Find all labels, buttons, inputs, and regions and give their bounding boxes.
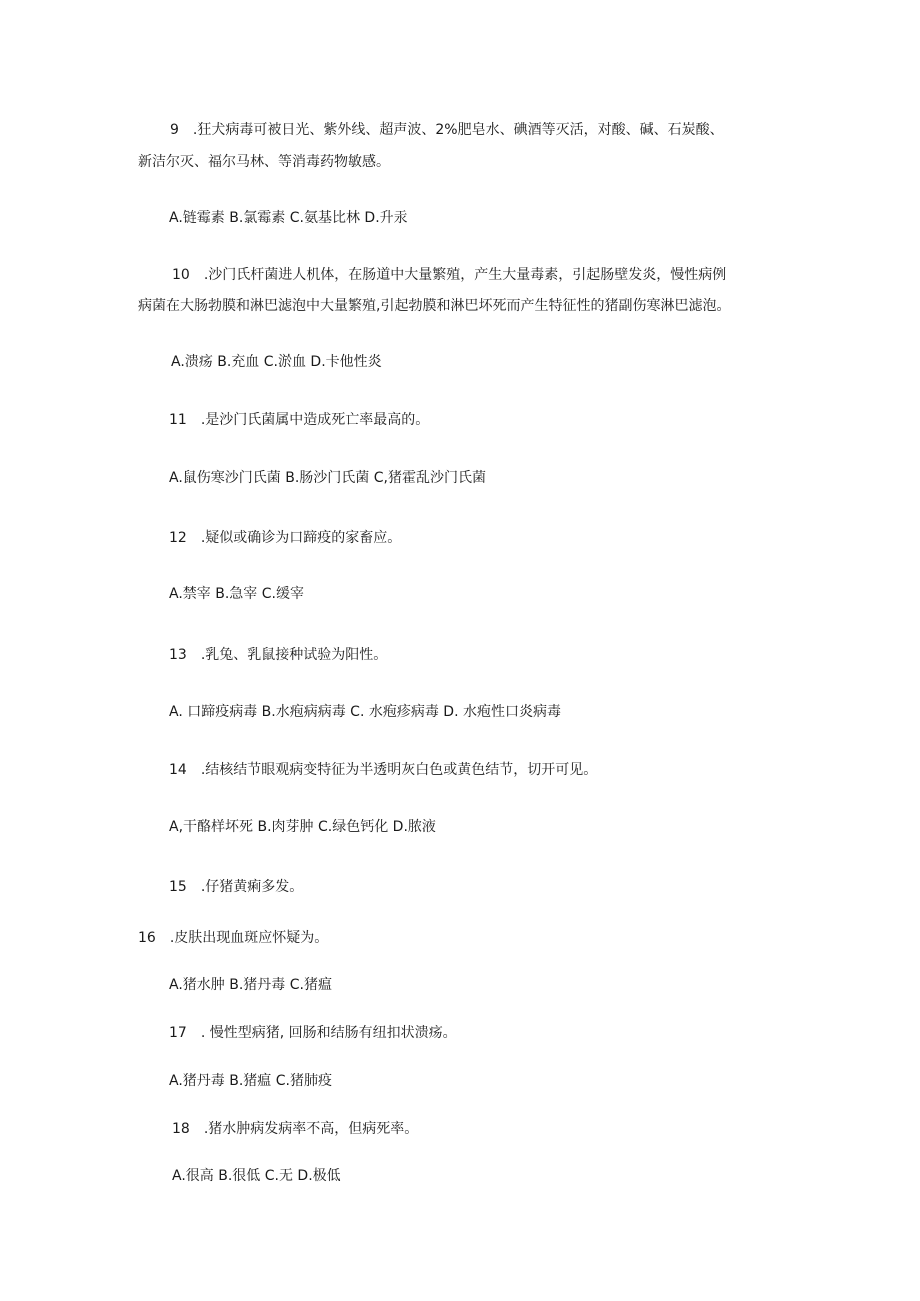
question-18-options: A.很高 B.很低 C.无 D.极低 bbox=[172, 1168, 341, 1184]
question-10-options: A.溃疡 B.充血 C.淤血 D.卡他性炎 bbox=[171, 354, 382, 370]
question-11: 11 .是沙门氏菌属中造成死亡率最高的。 bbox=[169, 412, 430, 428]
question-18: 18 .猪水肿病发病率不高，但病死率。 bbox=[172, 1121, 419, 1137]
question-15: 15 .仔猪黄痢多发。 bbox=[169, 879, 304, 895]
question-9-line-2: 新洁尔灭、福尔马林、等消毒药物敏感。 bbox=[138, 154, 390, 170]
question-17-options: A.猪丹毒 B.猪瘟 C.猪肺疫 bbox=[169, 1073, 332, 1089]
question-17: 17 . 慢性型病猪, 回肠和结肠有纽扣状溃疡。 bbox=[169, 1025, 457, 1041]
question-13-options: A. 口蹄疫病毒 B.水疱病病毒 C. 水疱疹病毒 D. 水疱性口炎病毒 bbox=[169, 704, 561, 720]
question-14-options: A,干酪样坏死 B.肉芽肿 C.绿色钙化 D.脓液 bbox=[169, 819, 436, 835]
question-16-options: A.猪水肿 B.猪丹毒 C.猪瘟 bbox=[169, 977, 332, 993]
question-13: 13 .乳兔、乳鼠接种试验为阳性。 bbox=[169, 647, 388, 663]
question-9-options: A.链霉素 B.氯霉素 C.氨基比林 D.升汞 bbox=[169, 210, 408, 226]
question-10-line-2: 病菌在大肠勃膜和淋巴滤泡中大量繁殖,引起勃膜和淋巴坏死而产生特征性的猪副伤寒淋巴滤泡。 bbox=[138, 298, 731, 314]
question-12-options: A.禁宰 B.急宰 C.缓宰 bbox=[169, 586, 304, 602]
question-12: 12 .疑似或确诊为口蹄疫的家畜应。 bbox=[169, 530, 402, 546]
question-16: 16 .皮肤出现血斑应怀疑为。 bbox=[138, 930, 329, 946]
question-10-line-1: 10 .沙门氏杆菌进人机体，在肠道中大量繁殖，产生大量毒素，引起肠壁发炎，慢性病例 bbox=[172, 267, 727, 283]
question-11-options: A.鼠伤寒沙门氏菌 B.肠沙门氏菌 C,猪霍乱沙门氏菌 bbox=[169, 470, 486, 486]
question-14: 14 .结核结节眼观病变特征为半透明灰白色或黄色结节，切开可见。 bbox=[169, 762, 598, 778]
question-9-line-1: 9 .狂犬病毒可被日光、紫外线、超声波、2%肥皂水、碘酒等灭活，对酸、碱、石炭酸、 bbox=[170, 122, 724, 138]
